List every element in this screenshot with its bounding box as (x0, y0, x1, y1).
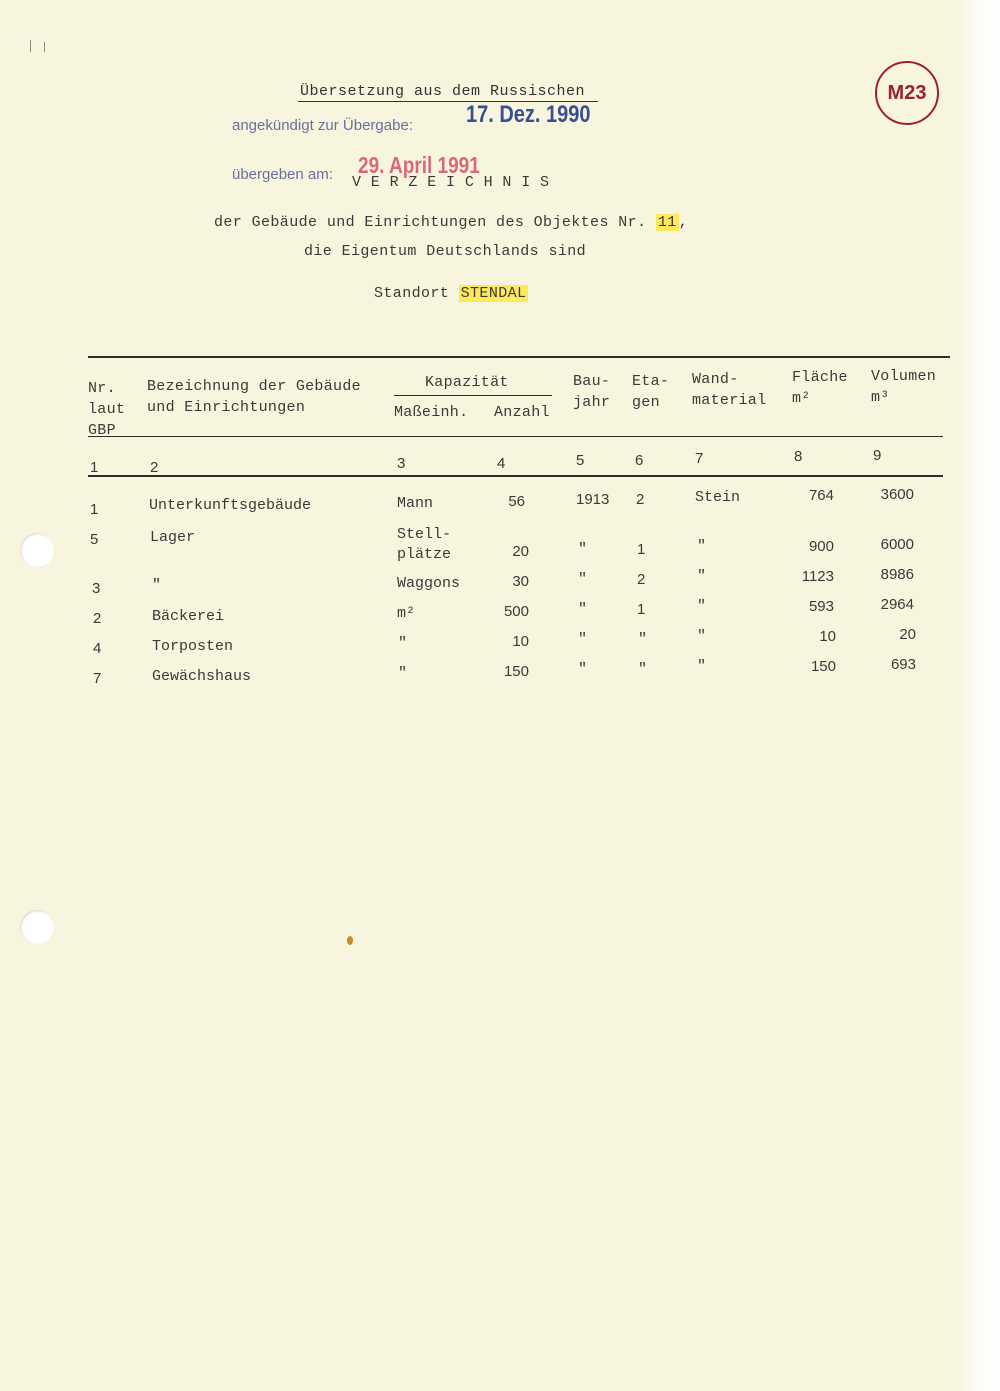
margin-mark (44, 42, 45, 52)
table-row-name: Torposten (152, 638, 234, 655)
table-row-wall: " (697, 658, 707, 675)
table-row-floors: " (638, 661, 648, 678)
table-row-nr: 4 (93, 640, 102, 657)
column-number: 4 (497, 455, 506, 472)
title-line-1 (214, 214, 688, 231)
table-row-count: 10 (512, 633, 529, 650)
punch-hole-upper (20, 533, 54, 567)
table-row-unit: Stell- plätze (397, 526, 452, 563)
header-wall-material: Wand- material (692, 371, 767, 409)
table-row-year: " (578, 601, 588, 618)
header-count: Anzahl (494, 404, 550, 421)
table-row-name: Lager (150, 529, 196, 546)
header-volume: Volumen m³ (871, 368, 937, 406)
table-row-volume: 20 (899, 626, 916, 643)
table-row-area: 1123 (801, 568, 834, 585)
table-row-unit: Mann (397, 495, 434, 512)
title-line-1-suffix: , (678, 214, 689, 231)
document-mark: M23 (875, 61, 939, 125)
location-line (374, 285, 528, 302)
stamp-handed-date: 29. April 1991 (358, 153, 480, 179)
paper-spot (347, 936, 353, 945)
header-capacity: Kapazität (425, 374, 509, 391)
table-top-rule (88, 356, 950, 358)
table-row-year: " (578, 631, 588, 648)
table-row-nr: 3 (92, 580, 101, 597)
stamp-announced-label: angekündigt zur Übergabe: (232, 117, 413, 134)
table-row-count: 30 (512, 573, 529, 590)
table-row-floors: " (638, 631, 648, 648)
column-number: 2 (150, 459, 159, 476)
table-row-unit: Waggons (397, 575, 461, 592)
location-label: Standort (374, 285, 450, 302)
table-row-area: 900 (808, 538, 834, 555)
table-row-area: 10 (819, 628, 836, 645)
table-row-wall: Stein (695, 489, 741, 506)
table-row-year: " (578, 571, 588, 588)
table-row-floors: 2 (636, 491, 645, 508)
table-row-wall: " (697, 538, 707, 555)
table-row-volume: 3600 (880, 486, 914, 503)
table-row-name: " (152, 577, 162, 594)
table-row-count: 20 (512, 543, 529, 560)
column-number: 5 (576, 452, 585, 469)
table-row-wall: " (697, 568, 707, 585)
title-line-1-prefix: der Gebäude und Einrichtungen des Objektes Nr. (214, 214, 647, 231)
stamp-announced-date: 17. Dez. 1990 (466, 101, 591, 129)
column-numbers-rule (88, 475, 943, 477)
table-row-year: " (578, 661, 588, 678)
table-row-volume: 2964 (880, 596, 914, 613)
column-number: 9 (873, 447, 882, 464)
object-number: 11 (657, 214, 677, 231)
column-number: 7 (695, 450, 704, 467)
header-nr: Nr. laut GBP (88, 380, 126, 439)
table-row-name: Gewächshaus (152, 668, 252, 685)
table-row-volume: 6000 (880, 536, 914, 553)
column-number: 3 (397, 455, 406, 472)
table-row-nr: 2 (93, 610, 102, 627)
header-unit: Maßeinh. (394, 404, 469, 421)
column-number: 8 (794, 448, 803, 465)
margin-mark (30, 40, 31, 52)
table-row-floors: 2 (637, 571, 646, 588)
table-row-unit: " (398, 635, 408, 652)
table-row-count: 150 (503, 663, 529, 680)
column-number: 1 (90, 459, 99, 476)
table-row-wall: " (697, 598, 707, 615)
column-number: 6 (635, 452, 644, 469)
header-floors: Eta- gen (632, 373, 670, 411)
table-row-area: 150 (810, 658, 836, 675)
table-row-volume: 693 (890, 656, 916, 673)
table-row-count: 500 (503, 603, 529, 620)
punch-hole-lower (20, 910, 54, 944)
document-heading: V E R Z E I C H N I S (352, 174, 550, 191)
table-row-floors: 1 (637, 541, 646, 558)
header-year: Bau- jahr (573, 373, 611, 411)
header-bottom-rule (88, 436, 943, 437)
capacity-rule (394, 395, 552, 396)
translation-title: Übersetzung aus dem Russischen (300, 83, 586, 100)
table-row-year: " (578, 541, 588, 558)
table-row-area: 764 (808, 487, 834, 504)
table-row-name: Unterkunftsgebäude (149, 497, 312, 514)
table-row-nr: 1 (90, 501, 99, 518)
table-row-name: Bäckerei (152, 608, 225, 625)
table-row-nr: 5 (90, 531, 99, 548)
table-row-unit: m² (397, 605, 416, 622)
table-row-count: 56 (508, 493, 525, 510)
table-row-nr: 7 (93, 670, 102, 687)
location-name: STENDAL (460, 285, 527, 302)
page-edge (960, 0, 1000, 1391)
table-row-volume: 8986 (880, 566, 914, 583)
table-row-year: 1913 (576, 491, 610, 508)
header-name: Bezeichnung der Gebäude und Einrichtungen (147, 378, 361, 416)
table-row-wall: " (697, 628, 707, 645)
table-row-area: 593 (808, 598, 834, 615)
stamp-handed-label: übergeben am: (232, 166, 333, 183)
header-area: Fläche m² (792, 369, 848, 407)
table-row-floors: 1 (637, 601, 646, 618)
title-line-2: die Eigentum Deutschlands sind (304, 243, 587, 260)
table-row-unit: " (398, 665, 408, 682)
